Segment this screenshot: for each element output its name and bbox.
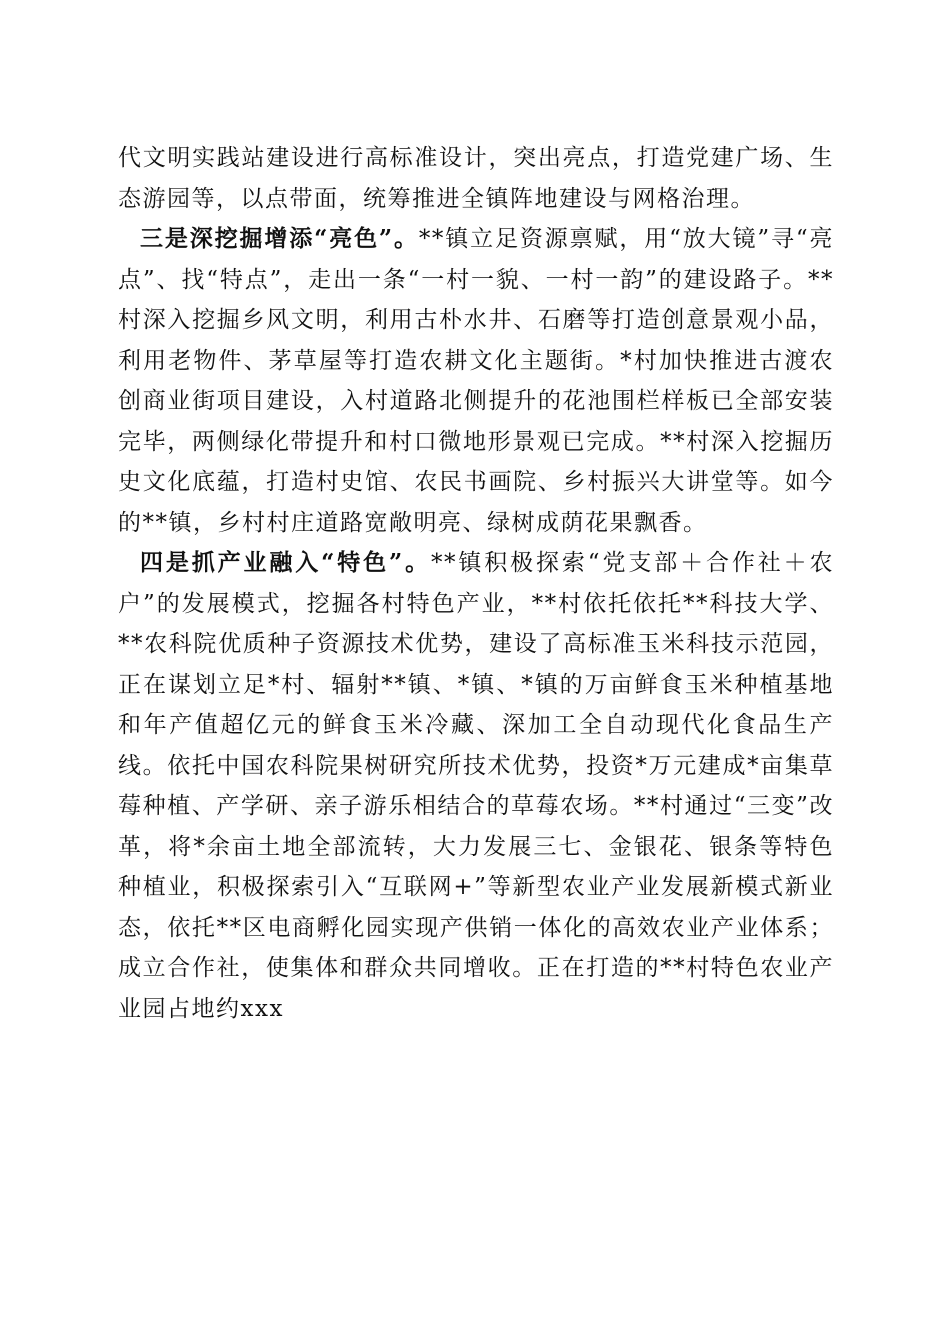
paragraph-continuation — [118, 138, 834, 219]
section-heading: 四是抓产业融入“特色”。 — [140, 549, 432, 576]
paragraph-text: **镇积极探索“党支部＋合作社＋农户”的发展模式，挖掘各村特色产业，**村依托依托**科技大学、**农科院优质种子资源技术优势，建设了高标准玉米科技示范园，正在谋划立足*村、辐射**镇、*镇、*镇的万亩鲜食玉米种植基地和年产值超亿元的鲜食玉米冷藏、深加工全自动现代化食品生产线。依托中国农科院果树研究所技术优势，投资*万元建成*亩集草莓种植、产学研、亲子游乐相结合的草莓农场。**村通过“三变”改革，将*余亩土地全部流转，大力发展三七、金银花、银条等特色种植业，积极探索引入“互联网+”等新型农业产业发展新模式新业态，依托**区电商孵化园实现产供销一体化的高效农业产业体系；成立合作社，使集体和群众共同增收。正在打造的**村特色农业产业园占地约xxx — [118, 550, 834, 1022]
paragraph-section-four — [118, 543, 834, 1029]
paragraph-text: **镇立足资源禀赋，用“放大镜”寻“亮点”、找“特点”，走出一条“一村一貌、一村一韵”的建设路子。**村深入挖掘乡风文明，利用古朴水井、石磨等打造创意景观小品，利用老物件、茅草屋等打造农耕文化主题街。*村加快推进古渡农创商业街项目建设，入村道路北侧提升的花池围栏样板已全部安装完毕，两侧绿化带提升和村口微地形景观已完成。**村深入挖掘历史文化底蕴，打造村史馆、农民书画院、乡村振兴大讲堂等。如今的**镇，乡村村庄道路宽敞明亮、绿树成荫花果飘香。 — [118, 226, 834, 536]
paragraph-text: 代文明实践站建设进行高标准设计，突出亮点，打造党建广场、生态游园等，以点带面，统筹推进全镇阵地建设与网格治理。 — [118, 145, 834, 212]
document-body — [118, 138, 834, 1029]
section-heading: 三是深挖掘增添“亮色”。 — [140, 225, 419, 252]
paragraph-section-three — [118, 219, 834, 543]
